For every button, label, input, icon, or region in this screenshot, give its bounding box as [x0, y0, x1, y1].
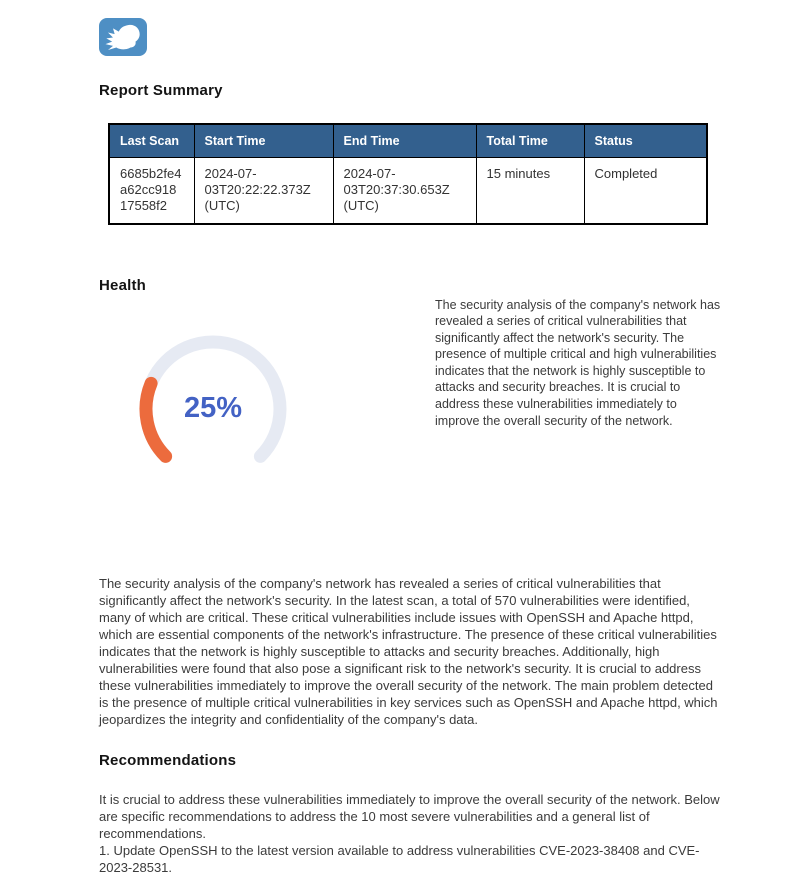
cell-total-time: 15 minutes — [476, 158, 584, 224]
col-header-start-time: Start Time — [194, 124, 333, 158]
report-summary-heading: Report Summary — [99, 82, 223, 99]
recommendations-heading: Recommendations — [99, 751, 237, 769]
recommendations-intro: It is crucial to address these vulnerabilities immediately to improve the overall security of the network. Below are specific recommendations to address the 10 most severe vulnerabilities and a general list of recommendations. — [99, 791, 720, 841]
health-section — [99, 297, 721, 484]
col-header-total-time: Total Time — [476, 124, 584, 158]
col-header-end-time: End Time — [333, 124, 476, 158]
cell-end-time: 2024-07-03T20:37:30.653Z (UTC) — [333, 158, 476, 224]
recommendation-item-1: 1. Update OpenSSH to the latest version available to address vulnerabilities CVE-2023-38408 and CVE-2023-28531. — [99, 842, 700, 875]
cell-status: Completed — [584, 158, 707, 224]
health-heading: Health — [99, 276, 147, 294]
bird-logo-icon — [103, 21, 143, 54]
health-summary-text: The security analysis of the company's network has revealed a series of critical vulnerabilities that significantly affect the network's security. The presence of multiple critical and high vulnerabilities indicates that the network is highly susceptible to attacks and security breaches. It is crucial to address these vulnerabilities immediately to improve the overall security of the network. — [435, 297, 721, 428]
table-row — [109, 158, 707, 224]
report-page — [0, 18, 808, 875]
recommendations-paragraph — [99, 791, 721, 876]
report-container — [99, 18, 721, 876]
col-header-status: Status — [584, 124, 707, 158]
health-gauge-wrap — [99, 297, 435, 484]
gauge-value-label: 25% — [183, 392, 243, 424]
report-summary-table — [108, 123, 708, 225]
app-logo — [99, 18, 147, 56]
col-header-last-scan: Last Scan — [109, 124, 194, 158]
table-header-row — [109, 124, 707, 158]
cell-start-time: 2024-07-03T20:22:22.373Z (UTC) — [194, 158, 333, 224]
analysis-paragraph: The security analysis of the company's network has revealed a series of critical vulnerabilities that significantly affect the network's security. In the latest scan, a total of 570 vulnerabilities were identified, many of which are critical. These critical vulnerabilities include issues with OpenSSH and Apache httpd, which are essential components of the network's infrastructure. The presence of these critical vulnerabilities indicates that the network is highly susceptible to attacks and security breaches. Additionally, high vulnerabilities were found that also pose a significant risk to the network's security. It is crucial to address these vulnerabilities immediately to improve the overall security of the network. The main problem detected is the presence of multiple critical vulnerabilities in key services such as OpenSSH and Apache httpd, which jeopardizes the integrity and confidentiality of the company's data. — [99, 575, 718, 727]
cell-last-scan: 6685b2fe4a62cc91817558f2 — [109, 158, 194, 224]
